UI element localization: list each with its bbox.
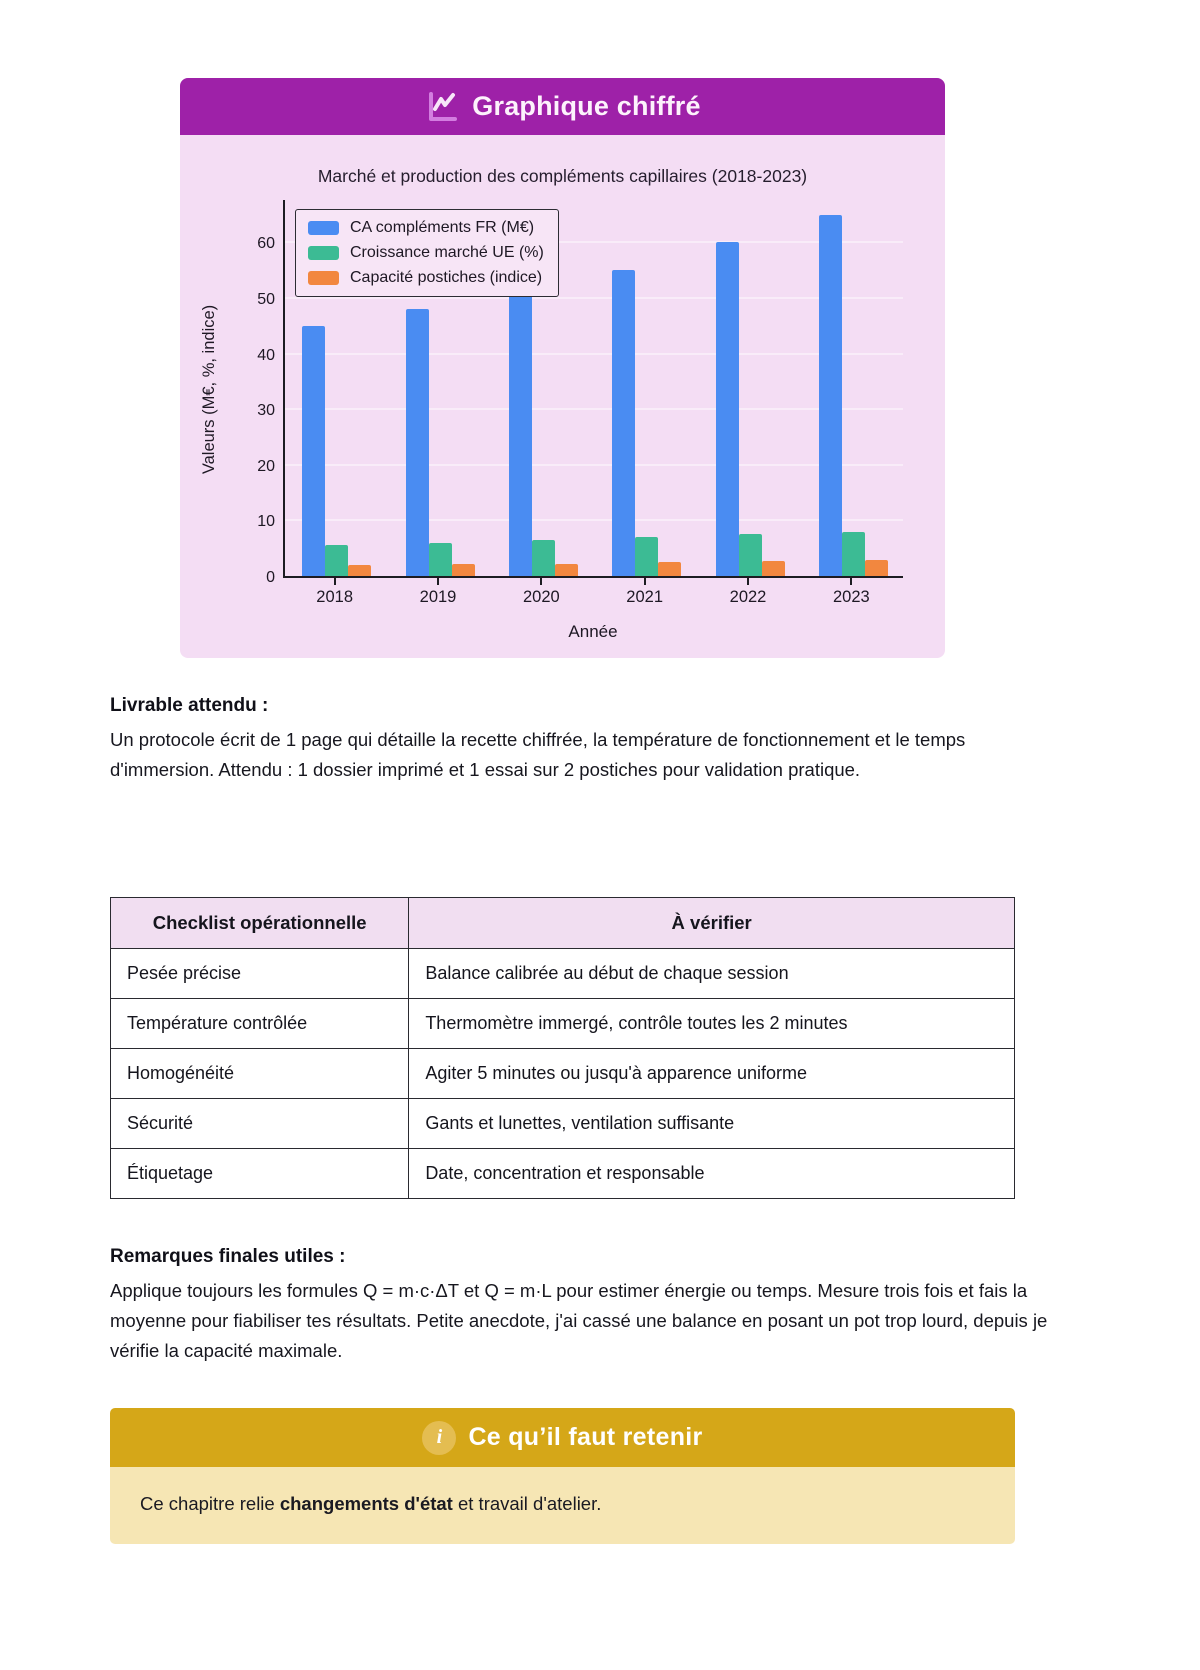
legend-label: Capacité postiches (indice) bbox=[350, 269, 543, 286]
bar-2021-s2 bbox=[658, 562, 681, 576]
chart-legend bbox=[295, 209, 559, 297]
bar-2019-s1 bbox=[429, 543, 452, 576]
remarques-body: Applique toujours les formules Q = m·c·ΔT et Q = m·L pour estimer énergie ou temps. Mesure trois fois et fais la moyenne pour fiabiliser tes résultats. Petite anecdote, j'ai cassé une balance en posant un pot trop lourd, depuis je vérifie la capacité maximale. bbox=[110, 1280, 1048, 1361]
checklist-header-col1: Checklist opérationnelle bbox=[111, 898, 409, 949]
retenir-body bbox=[110, 1467, 1015, 1544]
x-axis-ticks bbox=[283, 578, 903, 618]
plot-area bbox=[283, 200, 903, 578]
checklist-cell: Sécurité bbox=[111, 1099, 409, 1149]
x-tick-mark bbox=[540, 578, 542, 585]
legend-swatch bbox=[308, 271, 339, 285]
checklist-table-body bbox=[111, 949, 1015, 1199]
remarques-heading: Remarques finales utiles : bbox=[110, 1246, 346, 1267]
checklist-row bbox=[111, 1049, 1015, 1099]
legend-row bbox=[308, 219, 544, 237]
y-tick-label: 10 bbox=[257, 513, 275, 531]
bar-2020-s1 bbox=[532, 540, 555, 576]
retenir-title: Ce qu’il faut retenir bbox=[468, 1423, 703, 1451]
info-icon: i bbox=[422, 1421, 456, 1455]
x-tick-mark bbox=[437, 578, 439, 585]
chart-title: Marché et production des compléments capillaires (2018-2023) bbox=[317, 166, 808, 186]
y-tick-label: 60 bbox=[257, 235, 275, 253]
x-tick-label: 2022 bbox=[729, 588, 767, 606]
checklist-cell: Homogénéité bbox=[111, 1049, 409, 1099]
checklist-cell: Gants et lunettes, ventilation suffisante bbox=[409, 1099, 1015, 1149]
y-tick-label: 30 bbox=[257, 402, 275, 420]
y-axis-label: Valeurs (M€, %, indice) bbox=[200, 304, 219, 474]
checklist-row bbox=[111, 1099, 1015, 1149]
bar-2018-s2 bbox=[348, 565, 371, 576]
retenir-body-prefix: Ce chapitre relie bbox=[140, 1493, 280, 1514]
retenir-header bbox=[110, 1408, 1015, 1467]
x-tick-label: 2019 bbox=[419, 588, 457, 606]
y-tick-label: 40 bbox=[257, 346, 275, 364]
livrable-heading: Livrable attendu : bbox=[110, 695, 269, 716]
bar-2020-s2 bbox=[555, 564, 578, 576]
y-axis-ticks bbox=[213, 200, 283, 586]
y-tick-label: 20 bbox=[257, 457, 275, 475]
livrable-body: Un protocole écrit de 1 page qui détaille la recette chiffrée, la température de fonctionnement et le temps d'immersion. Attendu : 1 dossier imprimé et 1 essai sur 2 postiches pour validation pratique. bbox=[110, 729, 966, 780]
bar-2022-s2 bbox=[762, 561, 785, 576]
bar-2023-s2 bbox=[865, 560, 888, 576]
retenir-callout bbox=[110, 1408, 1015, 1544]
bar-2020-s0 bbox=[509, 293, 532, 577]
x-tick-label: 2018 bbox=[316, 588, 354, 606]
checklist-row bbox=[111, 949, 1015, 999]
remarques-section bbox=[110, 1246, 1065, 1366]
checklist-row bbox=[111, 1149, 1015, 1199]
checklist-row bbox=[111, 999, 1015, 1049]
gridline bbox=[285, 297, 903, 299]
bar-2019-s2 bbox=[452, 564, 475, 576]
retenir-body-bold: changements d'état bbox=[279, 1493, 453, 1514]
gridline bbox=[285, 519, 903, 521]
checklist-cell: Balance calibrée au début de chaque session bbox=[409, 949, 1015, 999]
checklist-cell: Date, concentration et responsable bbox=[409, 1149, 1015, 1199]
legend-row bbox=[308, 269, 544, 287]
x-tick-label: 2021 bbox=[626, 588, 664, 606]
checklist-cell: Étiquetage bbox=[111, 1149, 409, 1199]
bar-2023-s1 bbox=[842, 532, 865, 576]
x-tick-label: 2023 bbox=[832, 588, 870, 606]
chart-section bbox=[180, 78, 945, 658]
x-tick-mark bbox=[644, 578, 646, 585]
legend-swatch bbox=[308, 246, 339, 260]
x-tick-label: 2020 bbox=[522, 588, 560, 606]
line-chart-icon bbox=[424, 89, 460, 125]
legend-swatch bbox=[308, 221, 339, 235]
bar-2022-s1 bbox=[739, 534, 762, 576]
checklist-cell: Pesée précise bbox=[111, 949, 409, 999]
y-tick-label: 50 bbox=[257, 291, 275, 309]
livrable-section bbox=[110, 695, 1065, 785]
chart-section-title: Graphique chiffré bbox=[472, 91, 701, 121]
x-axis-label: Année bbox=[568, 622, 618, 641]
chart-section-header bbox=[180, 78, 945, 135]
bar-2023-s0 bbox=[819, 215, 842, 576]
bar-2018-s0 bbox=[302, 326, 325, 576]
bar-2018-s1 bbox=[325, 545, 348, 576]
bar-2022-s0 bbox=[716, 242, 739, 576]
bar-2021-s1 bbox=[635, 537, 658, 576]
legend-row bbox=[308, 244, 544, 262]
checklist-cell: Température contrôlée bbox=[111, 999, 409, 1049]
gridline bbox=[285, 464, 903, 466]
x-tick-mark bbox=[334, 578, 336, 585]
legend-label: Croissance marché UE (%) bbox=[350, 244, 544, 261]
y-tick-label: 0 bbox=[266, 569, 275, 586]
retenir-body-suffix: et travail d'atelier. bbox=[452, 1493, 602, 1514]
bar-2021-s0 bbox=[612, 270, 635, 576]
checklist-cell: Agiter 5 minutes ou jusqu'à apparence uniforme bbox=[409, 1049, 1015, 1099]
gridline bbox=[285, 353, 903, 355]
x-tick-mark bbox=[747, 578, 749, 585]
checklist-table bbox=[110, 897, 1015, 1199]
checklist-header-col2: À vérifier bbox=[409, 898, 1015, 949]
checklist-header-row bbox=[111, 898, 1015, 949]
legend-label: CA compléments FR (M€) bbox=[350, 219, 535, 236]
bar-2019-s0 bbox=[406, 309, 429, 576]
x-tick-mark bbox=[850, 578, 852, 585]
gridline bbox=[285, 408, 903, 410]
checklist-cell: Thermomètre immergé, contrôle toutes les 2 minutes bbox=[409, 999, 1015, 1049]
